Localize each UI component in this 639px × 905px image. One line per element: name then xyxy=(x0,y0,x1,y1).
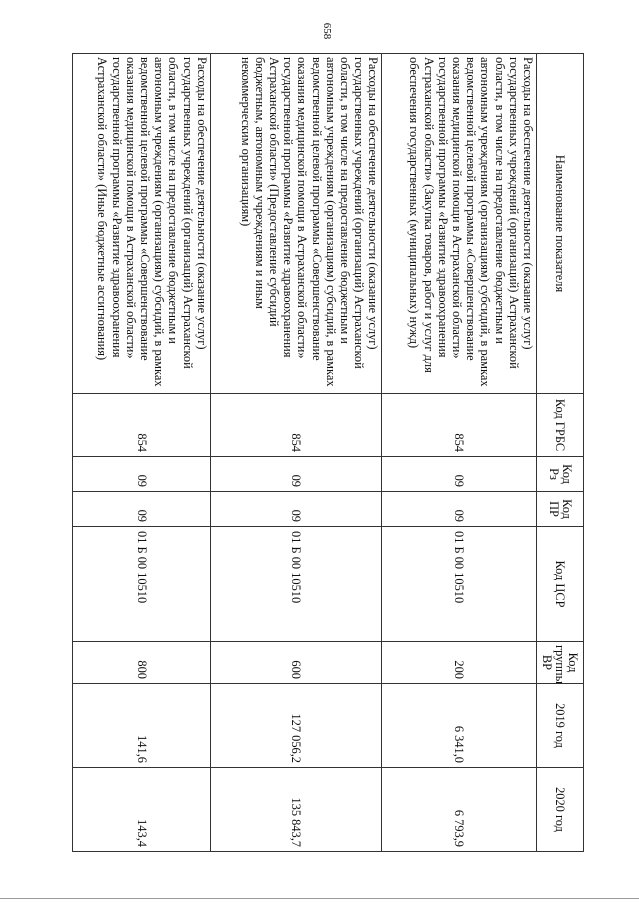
row-grbs: 854 xyxy=(382,394,537,457)
row-2019: 127 056,2 xyxy=(210,684,381,768)
header-csr: Код ЦСР xyxy=(537,527,584,642)
header-2020: 2020 год xyxy=(537,768,584,852)
header-2019: 2019 год xyxy=(537,684,584,768)
header-vr: Код группы ВР xyxy=(537,642,584,684)
page-bottom-rule xyxy=(0,898,639,899)
row-2020: 135 843,7 xyxy=(210,768,381,852)
row-grbs: 854 xyxy=(210,394,381,457)
budget-table xyxy=(72,53,584,852)
header-pr: Код ПР xyxy=(537,492,584,527)
row-rz: 09 xyxy=(382,457,537,492)
rotated-table-container xyxy=(72,53,584,851)
header-grbs: Код ГРБС xyxy=(537,394,584,457)
row-2020: 6 793,9 xyxy=(382,768,537,852)
row-csr: 01 Б 00 10510 xyxy=(382,527,537,642)
row-csr: 01 Б 00 10510 xyxy=(210,527,381,642)
header-name: Наименование показателя xyxy=(537,54,584,394)
row-name: Расходы на обеспечение деятельности (оказание услуг) государственных учреждений (организаций) Астраханской области, в том числе на предоставление бюджетным и автономным учреждениям (организациям) субсидий, в рамках ведомственной целевой программы «Совершенствование оказания медицинской помощи в Астраханской области» государственной программы «Развитие здравоохранения Астраханской области» (Предоставление субсидий бюджетным, автономным учреждениям и иным некоммерческим организациям) xyxy=(210,54,381,394)
table-row xyxy=(210,54,381,852)
row-vr: 200 xyxy=(382,642,537,684)
row-name: Расходы на обеспечение деятельности (оказание услуг) государственных учреждений (организаций) Астраханской области, в том числе на предоставление бюджетным и автономным учреждениям (организациям) субсидий, в рамках ведомственной целевой программы «Совершенствование оказания медицинской помощи в Астраханской области» государственной программы «Развитие здравоохранения Астраханской области» (Закупка товаров, работ и услуг для обеспечения государственных (муниципальных) нужд) xyxy=(382,54,537,394)
row-2020: 143,4 xyxy=(73,768,211,852)
row-grbs: 854 xyxy=(73,394,211,457)
row-2019: 6 341,0 xyxy=(382,684,537,768)
row-csr: 01 Б 00 10510 xyxy=(73,527,211,642)
row-rz: 09 xyxy=(73,457,211,492)
page-number: 658 xyxy=(321,22,333,40)
row-vr: 600 xyxy=(210,642,381,684)
row-vr: 800 xyxy=(73,642,211,684)
table-header-row xyxy=(537,54,584,852)
row-pr: 09 xyxy=(382,492,537,527)
row-pr: 09 xyxy=(73,492,211,527)
header-rz: Код Рз xyxy=(537,457,584,492)
table-row xyxy=(73,54,211,852)
row-rz: 09 xyxy=(210,457,381,492)
row-pr: 09 xyxy=(210,492,381,527)
row-name: Расходы на обеспечение деятельности (оказание услуг) государственных учреждений (организаций) Астраханской области, в том числе на предоставление бюджетным и автономным учреждениям (организациям) субсидий, в рамках ведомственной целевой программы «Совершенствование оказания медицинской помощи в Астраханской области» государственной программы «Развитие здравоохранения Астраханской области» (Иные бюджетные ассигнования) xyxy=(73,54,211,394)
row-2019: 141,6 xyxy=(73,684,211,768)
table-row xyxy=(382,54,537,852)
